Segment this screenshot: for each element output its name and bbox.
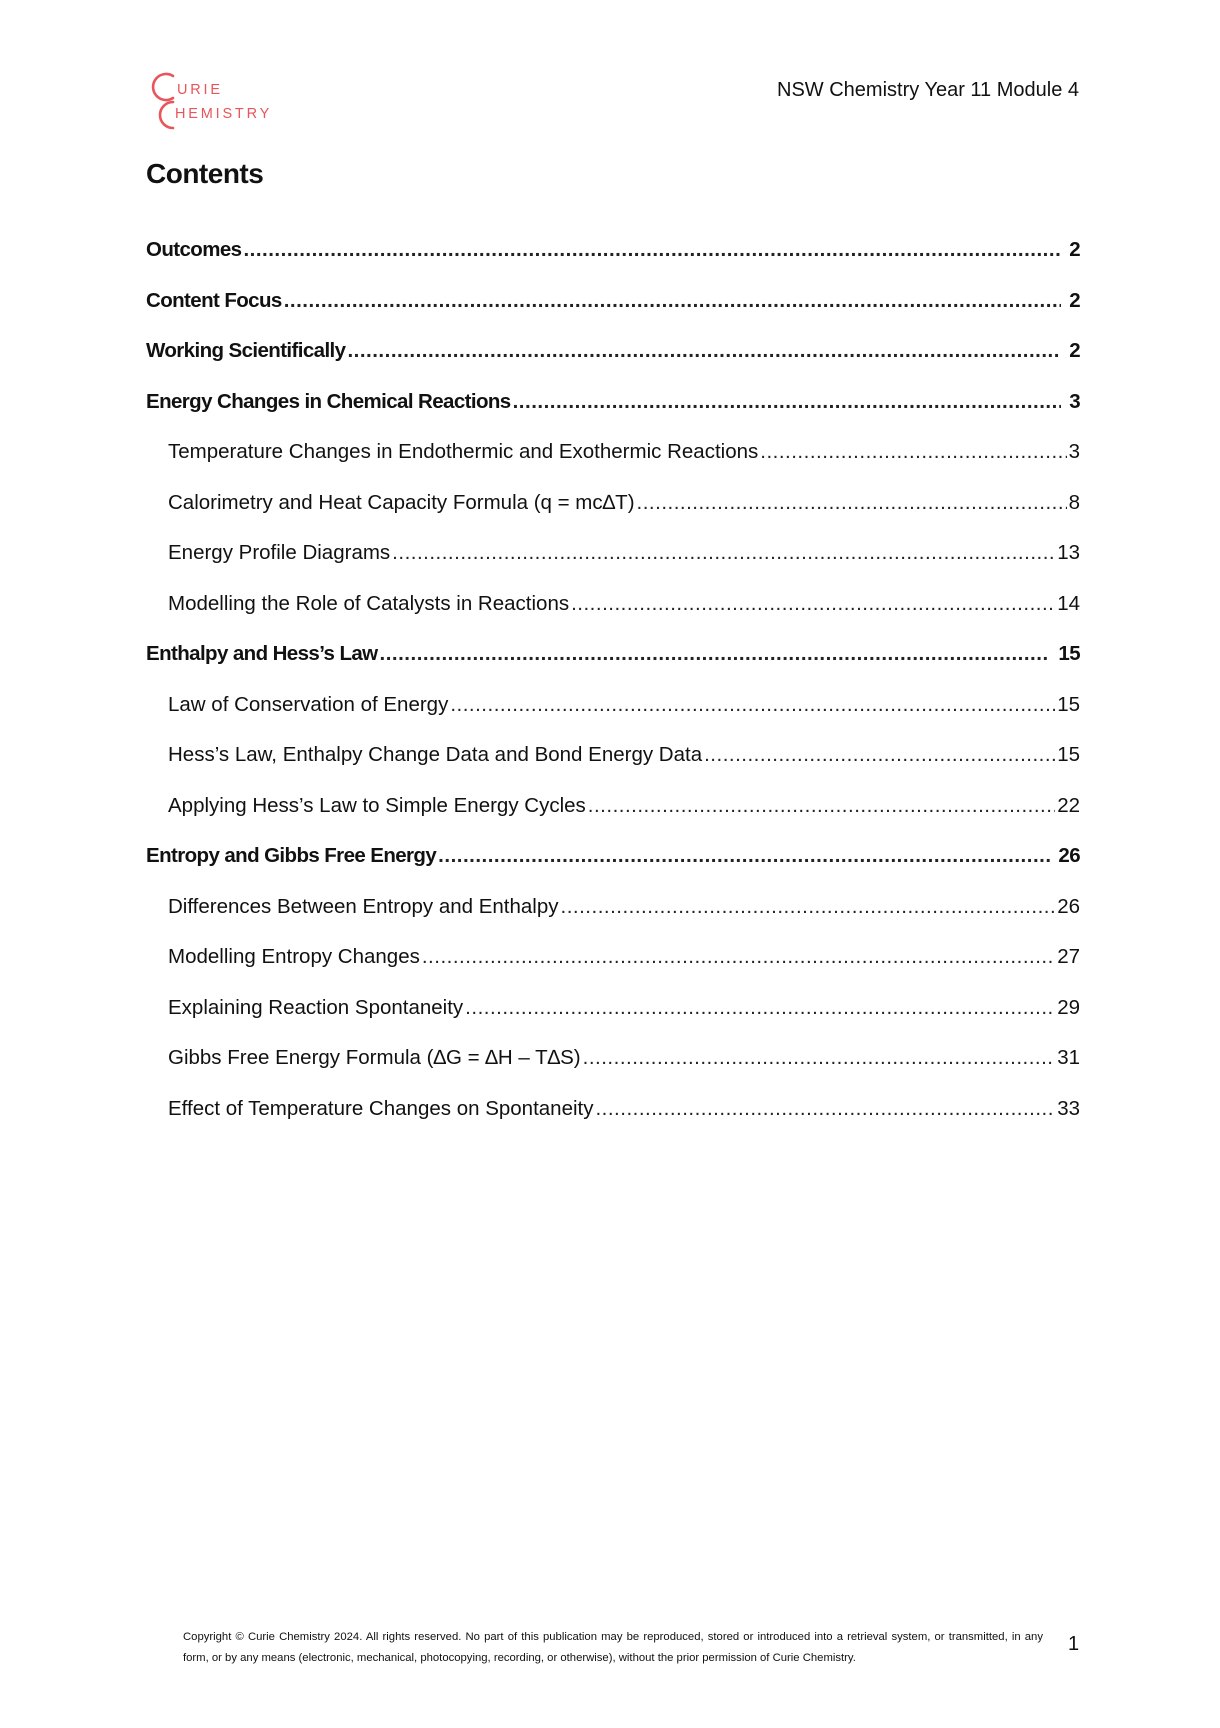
page-number: 1 <box>1068 1633 1080 1655</box>
toc-entry-page-number: 14 <box>1057 591 1080 615</box>
toc-dot-leader <box>380 642 1051 666</box>
toc-entry-label: Applying Hess’s Law to Simple Energy Cycles <box>168 793 586 817</box>
toc-entry-label: Energy Changes in Chemical Reactions <box>146 389 511 413</box>
toc-entry-page-number: 31 <box>1057 1046 1080 1069</box>
toc-entry-label: Entropy and Gibbs Free Energy <box>146 844 437 867</box>
toc-entry-page-number: 2 <box>1069 238 1080 261</box>
toc-entry-page-number: 26 <box>1057 894 1080 918</box>
logo-text-line2: HEMISTRY <box>175 106 273 122</box>
toc-entry-page-number: 3 <box>1069 389 1080 413</box>
toc-dot-leader <box>588 794 1055 818</box>
toc-dot-leader <box>571 592 1055 616</box>
toc-subsection-link[interactable] <box>146 541 1080 592</box>
toc-entry-label: Content Focus <box>146 288 282 312</box>
toc-entry-label: Hess’s Law, Enthalpy Change Data and Bond Energy Data <box>168 743 703 766</box>
toc-subsection-link[interactable] <box>146 592 1080 643</box>
toc-dot-leader <box>583 1046 1056 1070</box>
toc-dot-leader <box>438 844 1050 868</box>
toc-section-link[interactable] <box>146 390 1080 441</box>
toc-entry-label: Modelling Entropy Changes <box>168 945 420 968</box>
toc-entry-page-number: 33 <box>1057 1096 1080 1120</box>
toc-entry-label: Law of Conservation of Energy <box>168 692 449 716</box>
toc-dot-leader <box>347 339 1061 363</box>
toc-dot-leader <box>243 238 1061 262</box>
toc-section-link[interactable] <box>146 289 1080 340</box>
toc-section-link[interactable] <box>146 642 1080 693</box>
toc-entry-label: Effect of Temperature Changes on Spontaneity <box>168 1096 594 1120</box>
toc-entry-label: Outcomes <box>146 238 242 261</box>
toc-section-link[interactable] <box>146 238 1080 289</box>
toc-subsection-link[interactable] <box>146 1046 1080 1097</box>
toc-dot-leader <box>513 390 1062 414</box>
toc-subsection-link[interactable] <box>146 693 1080 744</box>
toc-dot-leader <box>422 945 1055 969</box>
contents-heading: Contents <box>146 158 264 189</box>
toc-subsection-link[interactable] <box>146 743 1080 794</box>
toc-entry-page-number: 8 <box>1068 490 1080 514</box>
table-of-contents <box>146 238 1080 1147</box>
toc-entry-label: Modelling the Role of Catalysts in Reactions <box>168 591 570 615</box>
toc-entry-page-number: 29 <box>1057 995 1080 1019</box>
toc-subsection-link[interactable] <box>146 440 1080 491</box>
toc-entry-page-number: 22 <box>1057 793 1080 817</box>
toc-subsection-link[interactable] <box>146 895 1080 946</box>
toc-section-link[interactable] <box>146 844 1080 895</box>
toc-dot-leader <box>637 491 1067 515</box>
toc-entry-page-number: 27 <box>1057 945 1080 968</box>
toc-entry-label: Temperature Changes in Endothermic and Exothermic Reactions <box>168 440 759 463</box>
copyright-notice: Copyright © Curie Chemistry 2024. All rights reserved. No part of this publication may be reproduced, stored or introduced into a retrieval system, or transmitted, in any form, or by any means (electronic, mechanical, photocopying, recording, or otherwise), without the prior permission of Curie Chemistry. <box>183 1631 1043 1664</box>
toc-entry-label: Working Scientifically <box>146 339 346 362</box>
toc-entry-page-number: 15 <box>1058 642 1080 665</box>
logo-text-line1: URIE <box>177 82 223 98</box>
toc-entry-page-number: 13 <box>1057 541 1080 564</box>
toc-entry-label: Energy Profile Diagrams <box>168 541 391 564</box>
toc-dot-leader <box>392 541 1055 565</box>
toc-entry-label: Enthalpy and Hess’s Law <box>146 642 378 665</box>
toc-dot-leader <box>704 743 1055 767</box>
toc-entry-label: Differences Between Entropy and Enthalpy <box>168 894 559 918</box>
toc-entry-label: Explaining Reaction Spontaneity <box>168 995 464 1019</box>
toc-entry-page-number: 2 <box>1069 288 1080 312</box>
toc-entry-label: Calorimetry and Heat Capacity Formula (q = mc∆T) <box>168 490 635 514</box>
toc-entry-page-number: 15 <box>1057 692 1080 716</box>
toc-dot-leader <box>284 289 1061 313</box>
toc-dot-leader <box>595 1097 1055 1121</box>
toc-entry-page-number: 3 <box>1068 440 1080 463</box>
toc-subsection-link[interactable] <box>146 996 1080 1047</box>
curie-chemistry-logo <box>146 72 296 136</box>
toc-entry-page-number: 2 <box>1069 339 1080 362</box>
toc-entry-label: Gibbs Free Energy Formula (∆G = ∆H – T∆S) <box>168 1046 581 1069</box>
toc-dot-leader <box>760 440 1066 464</box>
toc-dot-leader <box>450 693 1055 717</box>
toc-subsection-link[interactable] <box>146 945 1080 996</box>
toc-dot-leader <box>561 895 1056 919</box>
toc-entry-page-number: 26 <box>1058 844 1080 867</box>
document-header-title: NSW Chemistry Year 11 Module 4 <box>777 79 1079 101</box>
toc-subsection-link[interactable] <box>146 794 1080 845</box>
toc-section-link[interactable] <box>146 339 1080 390</box>
toc-entry-page-number: 15 <box>1057 743 1080 766</box>
toc-subsection-link[interactable] <box>146 1097 1080 1148</box>
toc-subsection-link[interactable] <box>146 491 1080 542</box>
toc-dot-leader <box>465 996 1055 1020</box>
